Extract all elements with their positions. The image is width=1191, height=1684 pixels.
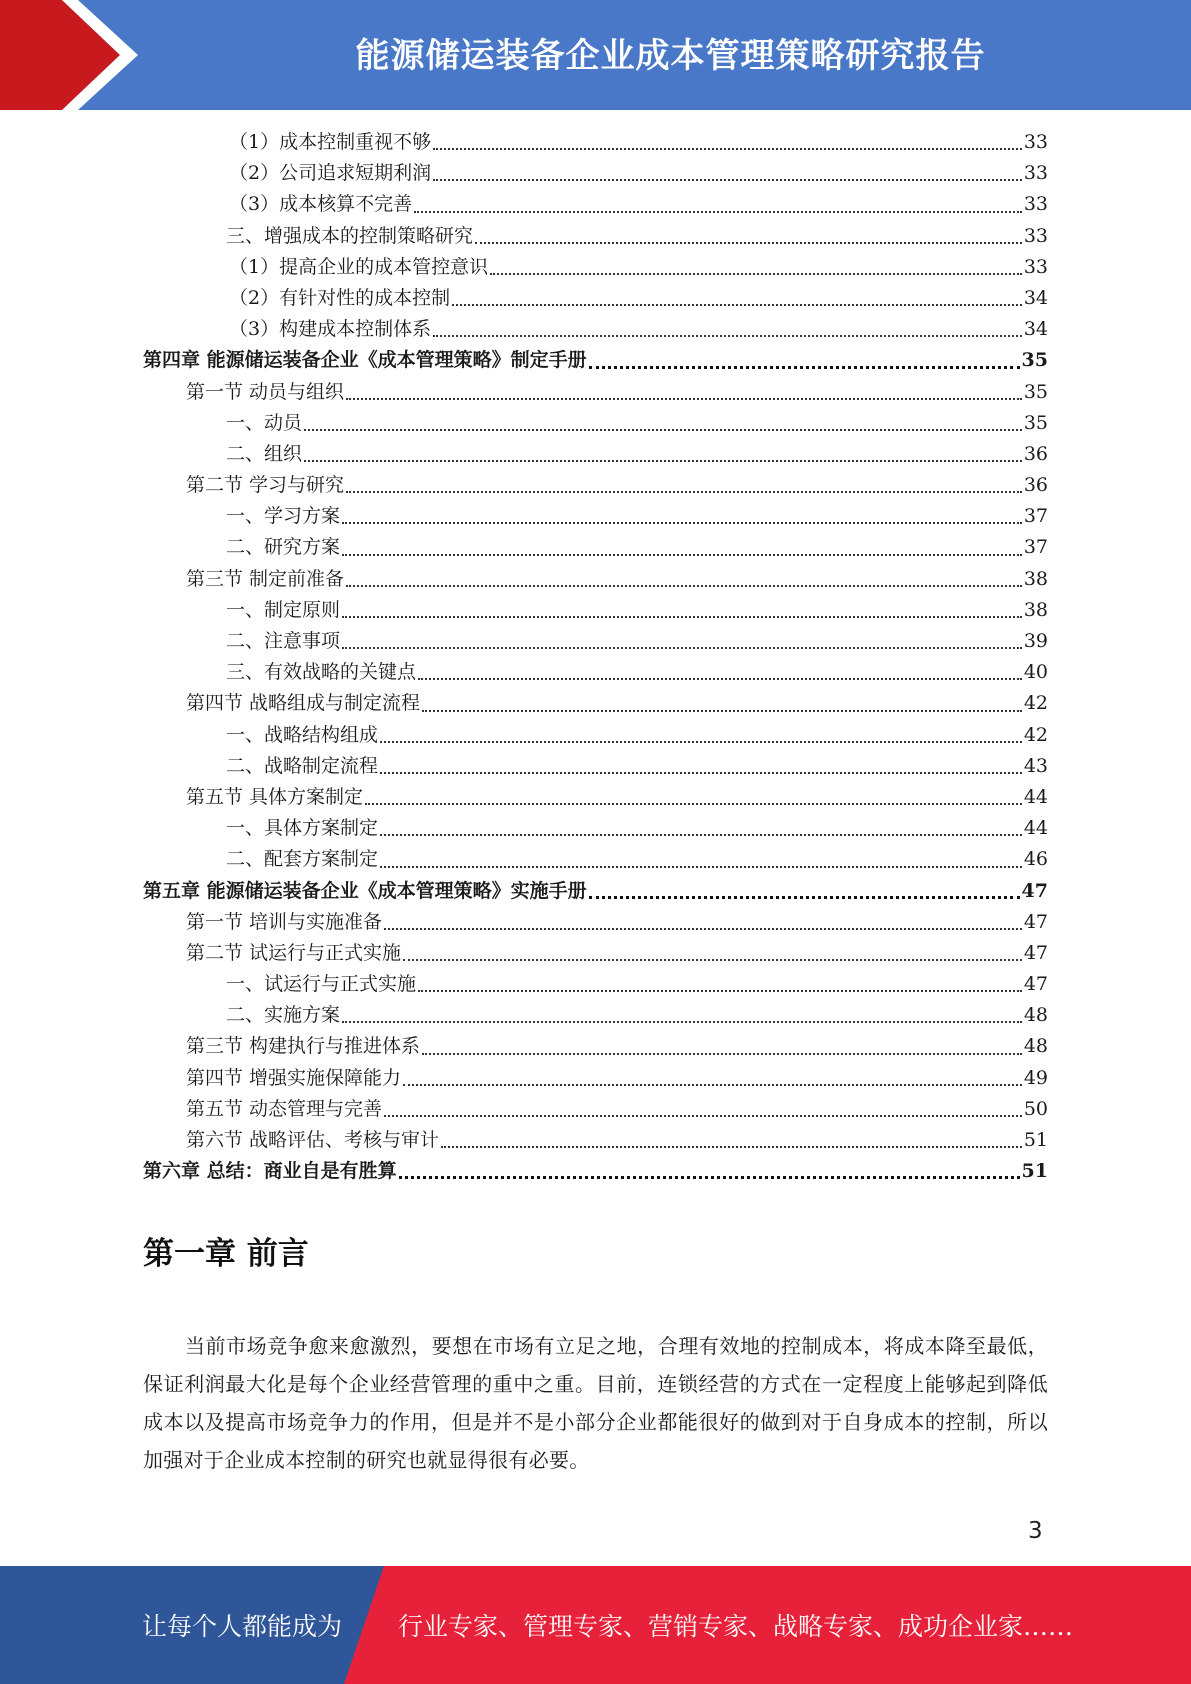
toc-entry[interactable] (143, 252, 1048, 283)
toc-entry-page: 37 (1023, 505, 1048, 528)
toc-entry[interactable] (143, 1094, 1048, 1125)
body-paragraph: 当前市场竞争愈来愈激烈，要想在市场有立足之地，合理有效地的控制成本，将成本降至最低，保证利润最大化是每个企业经营管理的重中之重。目前，连锁经营的方式在一定程度上能够起到降低成本以及提高市场竞争力的作用，但是并不是小部分企业都能很好的做到对于自身成本的控制，所以加强对于企业成本控制的研究也就显得很有必要。 (143, 1334, 1048, 1472)
toc-entry-label: 二、研究方案 (226, 536, 341, 559)
toc-entry[interactable] (143, 189, 1048, 220)
toc-entry[interactable] (143, 532, 1048, 563)
toc-dot-leader (304, 460, 1022, 462)
toc-dot-leader (589, 896, 1020, 899)
toc-dot-leader (441, 1146, 1022, 1148)
toc-dot-leader (433, 179, 1022, 181)
toc-dot-leader (365, 803, 1022, 805)
toc-entry-label: 一、制定原则 (226, 598, 341, 621)
toc-dot-leader (346, 585, 1022, 587)
toc-entry-label: （1）成本控制重视不够 (229, 131, 432, 153)
toc-entry-page: 47 (1021, 879, 1048, 902)
toc-entry-page: 33 (1023, 162, 1048, 185)
toc-entry-label: 第三节 构建执行与推进体系 (186, 1035, 421, 1058)
toc-entry[interactable] (143, 751, 1048, 782)
toc-dot-leader (384, 928, 1022, 930)
toc-entry-label: 第五章 能源储运装备企业《成本管理策略》实施手册 (143, 879, 587, 902)
toc-entry-label: 二、注意事项 (226, 630, 341, 652)
toc-entry-page: 46 (1023, 848, 1048, 871)
toc-entry[interactable] (143, 782, 1048, 813)
toc-entry-label: 二、配套方案制定 (226, 848, 379, 871)
toc-entry-page: 50 (1023, 1097, 1048, 1120)
toc-entry-label: 二、战略制定流程 (226, 754, 379, 777)
toc-entry[interactable] (143, 595, 1048, 626)
toc-entry-label: 第六章 总结：商业自是有胜算 (143, 1160, 397, 1183)
toc-dot-leader (433, 335, 1022, 337)
toc-entry-page: 38 (1023, 598, 1048, 621)
toc-entry[interactable] (143, 657, 1048, 688)
toc-dot-leader (342, 1021, 1022, 1023)
footer-slogan-left: 让每个人都能成为 (142, 1612, 343, 1641)
toc-entry-label: 第四节 战略组成与制定流程 (186, 692, 421, 715)
toc-entry-label: 第五节 具体方案制定 (186, 785, 364, 808)
toc-entry-page: 33 (1023, 193, 1048, 216)
toc-dot-leader (380, 866, 1022, 868)
toc-entry[interactable] (143, 470, 1048, 501)
page-number: 3 (1028, 1518, 1043, 1544)
toc-dot-leader (422, 710, 1022, 712)
toc-entry-label: 三、有效战略的关键点 (226, 661, 417, 684)
toc-entry[interactable] (143, 844, 1048, 875)
toc-entry[interactable] (143, 127, 1048, 158)
toc-dot-leader (418, 990, 1022, 992)
toc-entry[interactable] (143, 345, 1048, 376)
toc-entry[interactable] (143, 969, 1048, 1000)
toc-entry[interactable] (143, 1156, 1048, 1187)
toc-dot-leader (433, 148, 1022, 150)
toc-entry-page: 35 (1023, 411, 1048, 434)
toc-entry-label: （2）有针对性的成本控制 (229, 286, 451, 309)
toc-entry-page: 36 (1023, 474, 1048, 497)
toc-entry-label: 第五节 动态管理与完善 (186, 1097, 383, 1120)
toc-entry[interactable] (143, 938, 1048, 969)
toc-entry-label: 第一节 培训与实施准备 (186, 910, 383, 933)
toc-entry-label: 第六节 战略评估、考核与审计 (186, 1129, 440, 1151)
toc-entry-page: 33 (1023, 131, 1048, 153)
toc-entry-label: 第三节 制定前准备 (186, 567, 345, 590)
toc-dot-leader (490, 273, 1022, 275)
toc-entry-page: 47 (1023, 941, 1048, 964)
toc-entry-label: 第二节 学习与研究 (186, 474, 345, 497)
toc-entry-page: 51 (1023, 1129, 1048, 1151)
toc-entry-page: 35 (1023, 380, 1048, 403)
toc-entry[interactable] (143, 720, 1048, 751)
toc-entry-label: 二、组织 (226, 442, 303, 465)
toc-entry-label: 一、学习方案 (226, 505, 341, 528)
toc-dot-leader (380, 834, 1022, 836)
toc-dot-leader (342, 616, 1022, 618)
toc-entry-label: 第一节 动员与组织 (186, 380, 345, 403)
toc-entry[interactable] (143, 876, 1048, 907)
toc-dot-leader (399, 1176, 1020, 1179)
toc-dot-leader (346, 491, 1022, 493)
toc-dot-leader (403, 1084, 1022, 1086)
toc-dot-leader (342, 554, 1022, 556)
toc-entry-page: 51 (1021, 1160, 1048, 1183)
toc-entry-label: （2）公司追求短期利润 (229, 162, 432, 185)
toc-entry-label: 一、试运行与正式实施 (226, 973, 417, 996)
toc-entry-page: 33 (1023, 255, 1048, 278)
toc-entry-label: 第二节 试运行与正式实施 (186, 941, 402, 964)
toc-entry[interactable] (143, 283, 1048, 314)
document-title: 能源储运装备企业成本管理策略研究报告 (355, 35, 986, 76)
page-header (0, 0, 1191, 110)
toc-entry-page: 38 (1023, 567, 1048, 590)
toc-entry-label: 一、动员 (226, 411, 303, 434)
toc-entry[interactable] (143, 408, 1048, 439)
toc-entry-page: 34 (1023, 286, 1048, 309)
toc-entry-page: 35 (1021, 349, 1048, 372)
toc-entry-page: 40 (1023, 661, 1048, 684)
toc-entry-label: 二、实施方案 (226, 1004, 341, 1027)
toc-entry-label: （1）提高企业的成本管控意识 (229, 255, 489, 278)
toc-entry-label: 第四节 增强实施保障能力 (186, 1066, 402, 1089)
toc-dot-leader (380, 772, 1022, 774)
toc-entry-label: （3）构建成本控制体系 (229, 318, 432, 341)
toc-entry-page: 33 (1023, 224, 1048, 247)
toc-entry[interactable] (143, 314, 1048, 345)
page-footer (0, 1566, 1191, 1684)
toc-entry[interactable] (143, 1063, 1048, 1094)
toc-entry[interactable] (143, 1031, 1048, 1062)
toc-entry-label: 一、战略结构组成 (226, 723, 379, 746)
toc-dot-leader (452, 304, 1022, 306)
toc-dot-leader (414, 211, 1022, 213)
toc-entry-page: 42 (1023, 723, 1048, 746)
toc-dot-leader (403, 959, 1022, 961)
toc-entry-page: 48 (1023, 1004, 1048, 1027)
chapter-heading: 第一章 前言 (143, 1236, 309, 1272)
toc-dot-leader (380, 741, 1022, 743)
toc-dot-leader (422, 1053, 1022, 1055)
toc-entry[interactable] (143, 158, 1048, 189)
toc-entry-label: 第四章 能源储运装备企业《成本管理策略》制定手册 (143, 349, 587, 372)
toc-entry-page: 47 (1023, 973, 1048, 996)
toc-entry-page: 43 (1023, 754, 1048, 777)
toc-entry-page: 37 (1023, 536, 1048, 559)
toc-entry-page: 36 (1023, 442, 1048, 465)
toc-entry[interactable] (143, 221, 1048, 252)
toc-entry-page: 47 (1023, 910, 1048, 933)
toc-entry[interactable] (143, 626, 1048, 657)
toc-dot-leader (342, 522, 1022, 524)
toc-dot-leader (342, 647, 1022, 649)
toc-entry[interactable] (143, 501, 1048, 532)
header-chevron-icon (0, 0, 160, 110)
toc-dot-leader (384, 1115, 1022, 1117)
toc-entry-label: 三、增强成本的控制策略研究 (226, 224, 474, 247)
toc-entry[interactable] (143, 1125, 1048, 1156)
toc-entry-page: 49 (1023, 1066, 1048, 1089)
toc-entry-page: 48 (1023, 1035, 1048, 1058)
toc-entry[interactable] (143, 688, 1048, 719)
toc-entry[interactable] (143, 439, 1048, 470)
toc-entry[interactable] (143, 813, 1048, 844)
toc-entry-page: 44 (1023, 785, 1048, 808)
toc-dot-leader (418, 678, 1022, 680)
footer-slogan-right: 行业专家、管理专家、营销专家、战略专家、成功企业家…… (398, 1612, 1074, 1641)
toc-entry-page: 34 (1023, 318, 1048, 341)
toc-entry-label: 一、具体方案制定 (226, 817, 379, 840)
toc-entry[interactable] (143, 907, 1048, 938)
toc-dot-leader (589, 366, 1020, 369)
toc-entry[interactable] (143, 1000, 1048, 1031)
toc-dot-leader (346, 398, 1022, 400)
table-of-contents (143, 127, 1048, 1187)
toc-dot-leader (304, 429, 1022, 431)
toc-dot-leader (475, 242, 1022, 244)
toc-entry-label: （3）成本核算不完善 (229, 193, 413, 216)
toc-entry[interactable] (143, 377, 1048, 408)
toc-entry-page: 44 (1023, 817, 1048, 840)
toc-entry-page: 39 (1023, 630, 1048, 652)
toc-entry[interactable] (143, 564, 1048, 595)
toc-entry-page: 42 (1023, 692, 1048, 715)
